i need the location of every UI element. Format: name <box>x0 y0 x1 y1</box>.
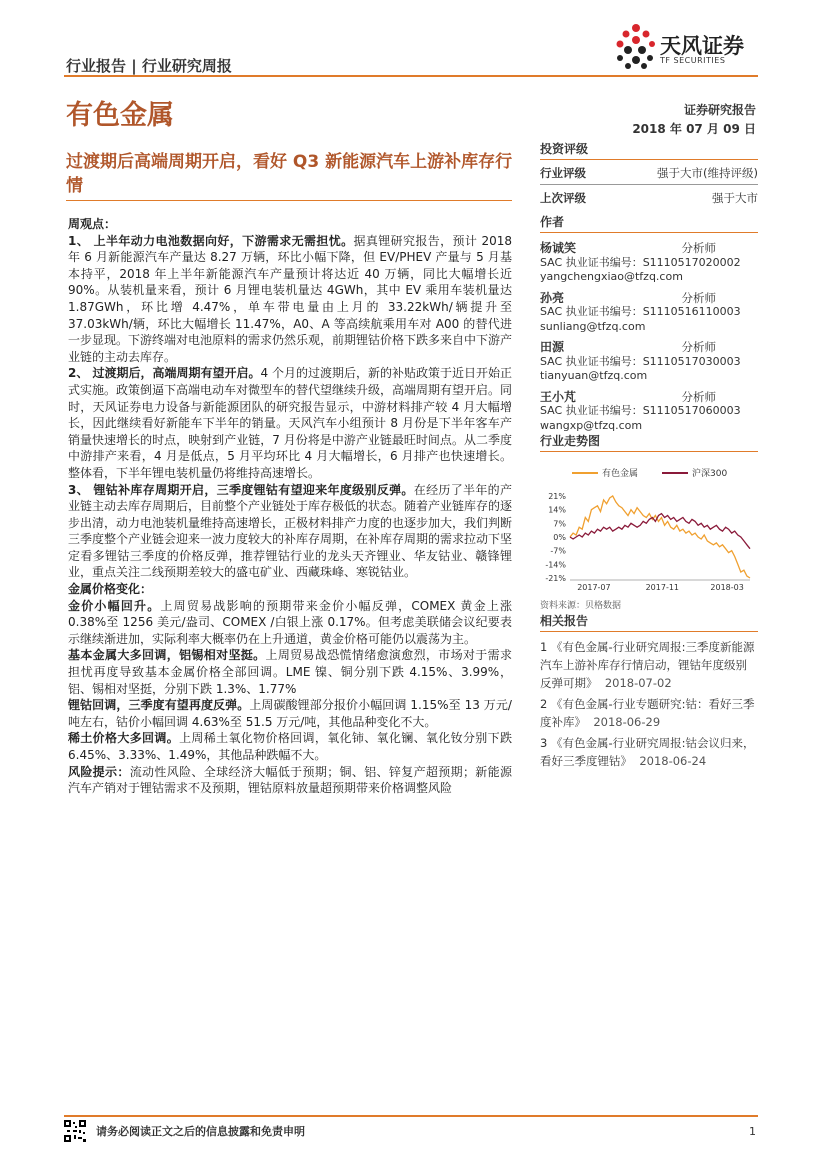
y-tick-label: 14% <box>548 505 566 515</box>
paragraph-body: 据真锂研究报告，预计 2018 年 6 月新能源汽车产量达 8.27 万辆，环比小幅下降，但 EV/PHEV 产量与 5 月基本持平，2018 年上半年新能源汽车产量预计将达近 40 万辆，同比大幅增长近 90%。从装机量来看，预计 6 月锂电装机量达 4GWh，其中 EV 乘用车装机量达 1.87GWh，环比增 4.47%，单车带电量由上月的 33.22kWh/辆提升至 37.03kWh/辆，环比大幅增长 11.47%，A0、A 等高续航乘用车对 A00 的替代进一步显现。下游终端对电池原料的需求仍然乐观，前期锂钴价格下跌多来自中下游产业链的主动去库存。 <box>68 233 513 364</box>
page-number: 1 <box>749 1125 756 1138</box>
author-name: 孙亮 <box>540 290 565 305</box>
related-heading: 相关报告 <box>540 612 758 632</box>
author-sac: SAC 执业证书编号：S1110516110003 <box>540 305 741 318</box>
related-title: 2 《有色金属-行业专题研究:钴：看好三季度补库》 <box>540 697 755 729</box>
paragraph-lead: 3、 锂钴补库存周期开启，三季度锂钴有望迎来年度级别反弹。 <box>68 482 414 497</box>
author-entry <box>540 291 758 335</box>
related-date: 2018-06-29 <box>593 715 661 729</box>
header-divider <box>64 75 758 77</box>
rating-heading: 投资评级 <box>540 140 758 160</box>
author-email[interactable]: tianyuan@tfzq.com <box>540 369 648 382</box>
x-tick-label: 2017-11 <box>645 583 680 592</box>
y-tick-label: -7% <box>550 546 566 556</box>
title-divider <box>66 200 512 201</box>
author-email[interactable]: sunliang@tfzq.com <box>540 319 646 333</box>
y-tick-label: 0% <box>553 533 566 542</box>
series-line <box>570 496 750 578</box>
paragraph-body: 在经历了半年的产业链主动去库存周期后，目前整个产业链处于库存极低的状态。随着产业链库存的逐步出清，动力电池装机量维持高速增长，正极材料排产力度的也逐步加大，我们判断三季度整个产业链会迎来一波力度较大的补库存周期，在补库存周期的需求拉动下坚定看多锂钴三季度的价格反弹，推荐锂钴行业的龙头天齐锂业、华友钴业、赣锋锂业，重点关注二线预期差较大的盛屯矿业、西藏珠峰、寒锐钴业。 <box>68 482 513 580</box>
paragraph-lead: 稀土价格大多回调。 <box>68 731 180 746</box>
paragraph-body: 流动性风险、全球经济大幅低于预期；铜、铝、锌复产超预期；新能源汽车产销对于锂钴需求不及预期，锂钴原料放量超预期带来价格调整风险 <box>68 764 512 796</box>
author-sac: SAC 执业证书编号：S1110517030003 <box>540 354 741 368</box>
sector-title: 有色金属 <box>66 100 174 131</box>
prev-rating-value: 强于大市 <box>712 191 758 205</box>
author-entry <box>540 241 758 285</box>
tf-securities-logo-icon <box>612 22 658 70</box>
related-title: 1 《有色金属-行业研究周报:三季度新能源汽车上游补库存行情启动，锂钴年度级别反弹可期》 <box>540 640 755 690</box>
y-tick-label: 21% <box>548 492 566 501</box>
chart-x-axis <box>570 580 750 592</box>
author-role: 分析师 <box>681 241 716 255</box>
gold-paragraph <box>68 598 512 648</box>
x-tick-label: 2017-07 <box>577 583 611 592</box>
prev-rating-label: 上次评级 <box>540 191 586 205</box>
trend-heading: 行业走势图 <box>540 432 758 452</box>
paragraph-2 <box>68 365 512 481</box>
authors-panel <box>540 213 758 439</box>
paragraph-3 <box>68 482 512 582</box>
base-metals-paragraph <box>68 647 512 697</box>
disclaimer-notice[interactable]: 请务必阅读正文之后的信息披露和免责申明 <box>96 1125 305 1138</box>
x-tick-label: 2018-03 <box>710 583 744 592</box>
chart-lines <box>570 496 750 578</box>
y-tick-label: 7% <box>553 519 566 529</box>
related-item[interactable] <box>540 638 758 692</box>
related-title: 3 《有色金属-行业研究周报:钴会议归来，看好三季度锂钴》 <box>540 736 755 768</box>
report-title: 过渡期后高端周期开启，看好 Q3 新能源汽车上游补库存行情 <box>66 152 513 196</box>
footer-divider <box>64 1115 758 1117</box>
y-tick-label: -21% <box>545 574 566 583</box>
author-role: 分析师 <box>681 389 716 404</box>
report-date: 2018 年 07 月 09 日 <box>632 122 756 136</box>
author-name: 杨诚笑 <box>540 241 577 255</box>
rating-value: 强于大市(维持评级) <box>657 166 758 180</box>
metals-heading: 金属价格变化： <box>68 582 153 597</box>
qr-code-icon <box>64 1120 86 1142</box>
chart-legend <box>572 467 727 479</box>
section-heading: 周观点： <box>68 217 117 231</box>
author-name: 王小芃 <box>540 389 577 404</box>
lithium-cobalt-paragraph <box>68 697 512 730</box>
paragraph-body: 上周稀土氧化物价格回调，氧化铈、氧化镧、氧化钕分别下跌 6.45%、3.33%、1.49%，其他品种跌幅不大。 <box>68 731 512 762</box>
paragraph-lead: 2、 过渡期后，高端周期有望开启。 <box>68 366 261 381</box>
paragraph-body: 4 个月的过渡期后，新的补贴政策于近日开始正式实施。政策倒逼下高端电动车对微型车的替代望继续升级，高端周期有望开启。同时，天风证券电力设备与新能源团队的研究报告显示，中游材料排产较 4 月大幅增长，因此继续看好新能车下半年的销量。天风汽车小组预计 8 月份是下半年客车产销量快速增长的时点，映射到产业链，7 月份将是中游产业链最旺时间点。从二季度中游排产来看，4 月是低点，5 月平均环比 4 月大幅增长，6 月排产也快速增长。整体看，下半年锂电装机量仍将维持高速增长。 <box>68 366 513 480</box>
author-entry <box>540 390 758 434</box>
rating-label: 行业评级 <box>540 166 586 180</box>
authors-heading: 作者 <box>540 213 758 233</box>
author-email[interactable]: yangchengxiao@tfzq.com <box>540 270 683 283</box>
author-sac: SAC 执业证书编号：S1110517020002 <box>540 255 741 269</box>
paragraph-1 <box>68 233 512 366</box>
report-type: 证券研究报告 <box>683 103 756 117</box>
author-email[interactable]: wangxp@tfzq.com <box>540 418 643 432</box>
related-panel <box>540 612 758 773</box>
paragraph-body: 上周贸易战影响的预期带来金价小幅反弹，COMEX 黄金上涨 0.38%至 1256 美元/盎司、COMEX /白银上涨 0.17%。但考虑美联储会议纪要表示继续渐进加，实际利率大概率仍在上升通道，黄金价格可能仍以震荡为主。 <box>68 598 512 646</box>
paragraph-lead: 风险提示： <box>68 764 130 779</box>
author-role: 分析师 <box>681 290 716 305</box>
paragraph-lead: 基本金属大多回调，铝锡相对坚挺。 <box>68 648 266 663</box>
rating-row <box>540 160 758 184</box>
paragraph-lead: 锂钴回调，三季度有望再度反弹。 <box>68 698 250 713</box>
chart-y-axis <box>545 492 566 583</box>
legend-label: 沪深300 <box>692 469 728 479</box>
author-role: 分析师 <box>681 340 716 354</box>
prev-rating-row <box>540 185 758 209</box>
legend-label: 有色金属 <box>602 469 639 479</box>
rating-panel <box>540 140 758 209</box>
paragraph-body: 上周贸易战恐慌情绪愈演愈烈，市场对于需求担忧再度导致基本金属价格全部回调。LME 镍、铜分别下跌 4.15%、3.99%，铝、锡相对坚挺，分别下跌 1.3%、1.77% <box>68 648 512 696</box>
author-name: 田源 <box>540 340 565 354</box>
logo-name: 天风证券 <box>660 34 744 58</box>
related-item[interactable] <box>540 734 758 770</box>
author-sac: SAC 执业证书编号：S1110517060003 <box>540 404 741 417</box>
trend-chart <box>540 456 758 596</box>
rare-earth-paragraph <box>68 730 512 763</box>
paragraph-body: 上周碳酸锂部分报价小幅回调 1.15%至 13 万元/吨左右，钴价小幅回调 4.63%至 51.5 万元/吨，其他品种变化不大。 <box>68 698 512 729</box>
paragraph-lead: 金价小幅回升。 <box>68 598 161 613</box>
paragraph-lead: 1、 上半年动力电池数据向好，下游需求无需担忧。 <box>68 233 354 248</box>
related-date: 2018-06-24 <box>639 754 707 768</box>
related-list <box>540 638 758 770</box>
y-tick-label: -14% <box>545 560 566 570</box>
related-item[interactable] <box>540 695 758 731</box>
chart-source: 资料来源：贝格数据 <box>540 601 622 611</box>
author-entry <box>540 340 758 384</box>
main-content <box>68 216 512 797</box>
related-date: 2018-07-02 <box>604 676 672 690</box>
report-category: 行业报告 | 行业研究周报 <box>66 57 232 75</box>
risk-paragraph <box>68 764 512 797</box>
logo-english-name: TF SECURITIES <box>660 56 726 65</box>
trend-panel <box>540 432 758 611</box>
